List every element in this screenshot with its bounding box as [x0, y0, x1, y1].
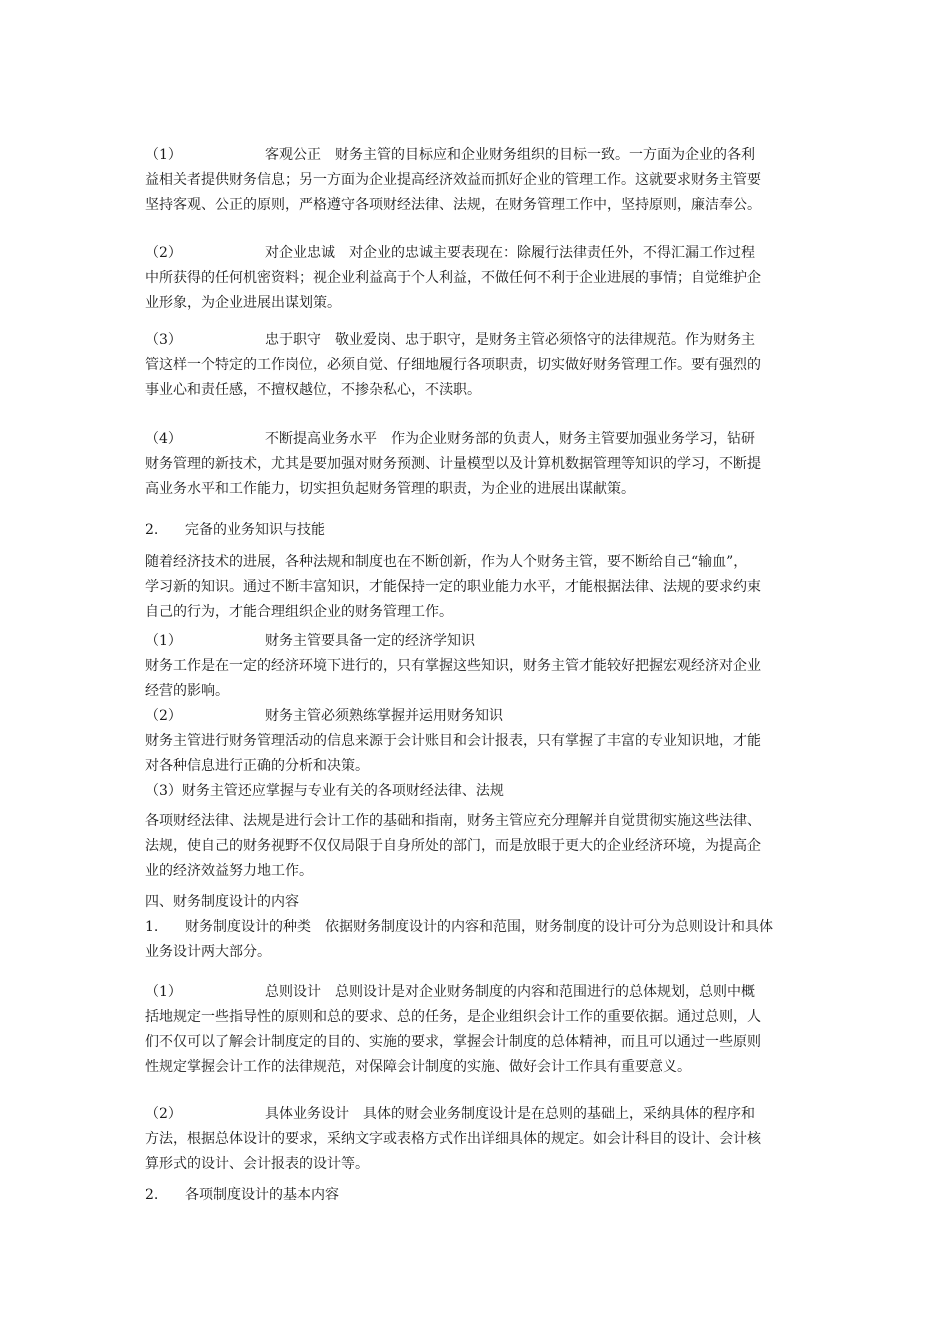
paragraph-line: 随着经济技术的进展，各种法规和制度也在不断创新，作为人个财务主管，要不断给自己“输血”， [145, 554, 748, 570]
paragraph-line: （2） 对企业忠诚 对企业的忠诚主要表现在：除履行法律责任外，不得汇漏工作过程 [145, 245, 755, 261]
paragraph-line: 们不仅可以了解会计制度定的目的、实施的要求，掌握会计制度的总体精神，而且可以通过一些原则 [145, 1034, 761, 1050]
paragraph-line: 管这样一个特定的工作岗位，必须自觉、仔细地履行各项职责，切实做好财务管理工作。要有强烈的 [145, 357, 761, 373]
paragraph-line: 坚持客观、公正的原则，严格遵守各项财经法律、法规，在财务管理工作中，坚持原则，廉洁奉公。 [145, 197, 761, 213]
item-number: （2） [145, 245, 182, 261]
section-heading: 2. 完备的业务知识与技能 [145, 522, 325, 538]
paragraph-line: 业的经济效益努力地工作。 [145, 863, 313, 879]
paragraph-line: 事业心和责任感，不擅权越位，不掺杂私心，不渎职。 [145, 382, 481, 398]
paragraph-line: 学习新的知识。通过不断丰富知识，才能保持一定的职业能力水平，才能根据法律、法规的要求约束 [145, 579, 761, 595]
paragraph-line: （1） 总则设计 总则设计是对企业财务制度的内容和范围进行的总体规划，总则中概 [145, 984, 755, 1000]
paragraph-line: 财务管理的新技术，尤其是要加强对财务预测、计量模型以及计算机数据管理等知识的学习，不断提 [145, 456, 761, 472]
item-number: （1） [145, 984, 182, 1000]
paragraph-line: （3） 忠于职守 敬业爱岗、忠于职守，是财务主管必须恪守的法律规范。作为财务主 [145, 332, 755, 348]
item-number: （2） [145, 1106, 182, 1122]
subsection-heading: （2） 财务主管必须熟练掌握并运用财务知识 [145, 708, 503, 724]
paragraph-line: 性规定掌握会计工作的法律规范，对保障会计制度的实施、做好会计工作具有重要意义。 [145, 1059, 691, 1075]
subsection-heading: （3）财务主管还应掌握与专业有关的各项财经法律、法规 [145, 783, 504, 799]
paragraph-line: 中所获得的任何机密资料；视企业利益高于个人利益，不做任何不利于企业进展的事情；自觉维护企 [145, 270, 761, 286]
item-number: （4） [145, 431, 182, 447]
paragraph-line: 1. 财务制度设计的种类 依据财务制度设计的内容和范围，财务制度的设计可分为总则设计和具体 [145, 919, 773, 935]
item-heading: 具体业务设计 [265, 1106, 349, 1122]
paragraph-line: （4） 不断提高业务水平 作为企业财务部的负责人，财务主管要加强业务学习，钻研 [145, 431, 755, 447]
paragraph-line: 自己的行为，才能合理组织企业的财务管理工作。 [145, 604, 453, 620]
item-heading: 对企业忠诚 [265, 245, 335, 261]
item-heading: 总则设计 [265, 984, 321, 1000]
section-heading: 2. 各项制度设计的基本内容 [145, 1187, 339, 1203]
paragraph-line: 财务主管进行财务管理活动的信息来源于会计账目和会计报表，只有掌握了丰富的专业知识地，才能 [145, 733, 761, 749]
item-heading: 忠于职守 [265, 332, 321, 348]
chapter-heading: 四、财务制度设计的内容 [145, 894, 299, 910]
paragraph-line: 对各种信息进行正确的分析和决策。 [145, 758, 369, 774]
paragraph-line: 经营的影响。 [145, 683, 229, 699]
paragraph-line: （1） 客观公正 财务主管的目标应和企业财务组织的目标一致。一方面为企业的各利 [145, 147, 755, 163]
item-number: （1） [145, 147, 182, 163]
item-heading: 客观公正 [265, 147, 321, 163]
paragraph-line: 高业务水平和工作能力，切实担负起财务管理的职责，为企业的进展出谋献策。 [145, 481, 635, 497]
item-number: （3） [145, 332, 182, 348]
paragraph-line: 业务设计两大部分。 [145, 944, 271, 960]
paragraph-line: 算形式的设计、会计报表的设计等。 [145, 1156, 369, 1172]
paragraph-line: 各项财经法律、法规是进行会计工作的基础和指南，财务主管应充分理解并自觉贯彻实施这些法律、 [145, 813, 761, 829]
subsection-heading: （1） 财务主管要具备一定的经济学知识 [145, 633, 475, 649]
paragraph-line: 方法，根据总体设计的要求，采纳文字或表格方式作出详细具体的规定。如会计科目的设计、会计核 [145, 1131, 761, 1147]
paragraph-line: （2） 具体业务设计 具体的财会业务制度设计是在总则的基础上，采纳具体的程序和 [145, 1106, 755, 1122]
item-heading: 不断提高业务水平 [265, 431, 377, 447]
item-heading: 财务制度设计的种类 [185, 919, 311, 935]
paragraph-line: 法规，使自己的财务视野不仅仅局限于自身所处的部门，而是放眼于更大的企业经济环境，为提高企 [145, 838, 761, 854]
paragraph-line: 括地规定一些指导性的原则和总的要求、总的任务，是企业组织会计工作的重要依据。通过总则，人 [145, 1009, 761, 1025]
paragraph-line: 益相关者提供财务信息；另一方面为企业提高经济效益而抓好企业的管理工作。这就要求财务主管要 [145, 172, 761, 188]
paragraph-line: 业形象，为企业进展出谋划策。 [145, 295, 341, 311]
paragraph-line: 财务工作是在一定的经济环境下进行的，只有掌握这些知识，财务主管才能较好把握宏观经济对企业 [145, 658, 761, 674]
